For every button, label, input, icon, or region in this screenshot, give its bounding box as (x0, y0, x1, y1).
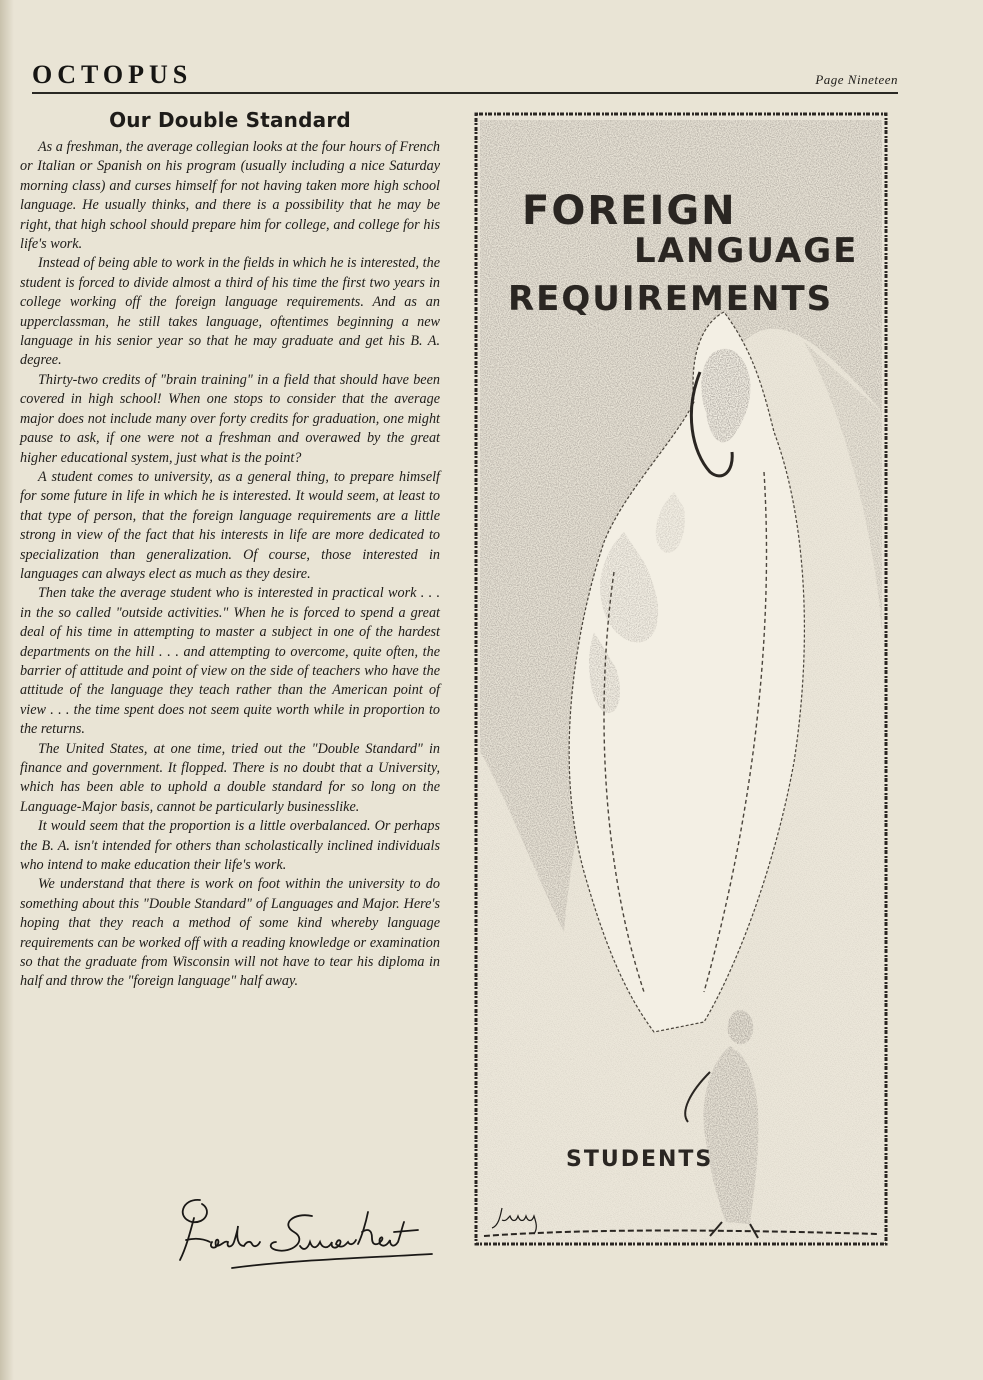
article-title: Our Double Standard (109, 108, 351, 132)
article-paragraph: Thirty-two credits of "brain training" in a field that should have been covered in high school! When one stops to consider that the average major does not include many over forty credits for graduation, one might pause to ask, if one were not a freshman and overawed by the great higher educational system, just what is the point? (20, 371, 440, 466)
masthead: OCTOPUS (32, 60, 193, 89)
article-paragraph: Then take the average student who is interested in practical work . . . in the so called "outside activities." When he is forced to spend a great deal of his time in attempting to master a subject in one of the hardest departments on the hill . . . and attempting to overcome, quite often, the barrier of attitude and point of view on the side of teachers who have the attitude of the language they teach rather than the American point of view . . . the time spent does not seem quite worth while in proportion to the returns. (20, 585, 440, 738)
title-word-language: LANGUAGE (634, 231, 859, 271)
article-paragraph: It would seem that the proportion is a little overbalanced. Or perhaps the B. A. isn't intended for others than scholastically inclined individuals who intend to make education their life's work. (20, 818, 440, 874)
title-word-foreign: FOREIGN (522, 188, 737, 234)
page-number: Page Nineteen (815, 72, 898, 87)
header-rule (32, 92, 898, 94)
title-word-requirements: REQUIREMENTS (508, 279, 834, 319)
article-paragraph: The United States, at one time, tried out the "Double Standard" in finance and government. It flopped. There is no doubt that a University, which has been able to uphold a double standard for so long on the Language-Major basis, cannot be particularly businesslike. (20, 740, 440, 815)
article-paragraph: As a freshman, the average collegian looks at the four hours of French or Italian or Spanish on his program (usually including a nice Saturday morning class) and curses himself for not having taken more high school language. He usually thinks, and there is a possibility that he may be right, that high school should prepare him for college, and college for his life's work. (20, 139, 440, 253)
page-header (32, 60, 898, 94)
article (20, 108, 440, 992)
cartoon-drawing (474, 112, 888, 1246)
page-edge-shadow (0, 0, 14, 1380)
article-paragraph: A student comes to university, as a general thing, to prepare himself for some future in life in which he is interested. It would seem, at least to that type of person, that the foreign language requirements are a little strong in view of the fact that his interests in life are more dedicated to specialization than generalization. Of course, those interested in languages can always elect as much as they desire. (20, 468, 440, 582)
author-signature (172, 1188, 442, 1273)
article-paragraph: We understand that there is work on foot within the university to do something about this "Double Standard" of Languages and Major. Here's hoping that they reach a method of some kind whereby language requirements can be worked off with a reading knowledge or examination so that the graduate from Wisconsin will not have to tear his diploma in half and throw the "foreign language" half away. (20, 876, 440, 990)
article-body (20, 138, 440, 992)
students-label: STUDENTS (566, 1147, 714, 1172)
cartoon-illustration (474, 112, 888, 1246)
article-paragraph: Instead of being able to work in the fields in which he is interested, the student is forced to divide almost a third of his time the first two years in college working off the foreign language requirements. And as an upperclassman, he still takes language, oftentimes beginning a new language in his senior year so that he may graduate and get his B. A. degree. (20, 255, 440, 369)
